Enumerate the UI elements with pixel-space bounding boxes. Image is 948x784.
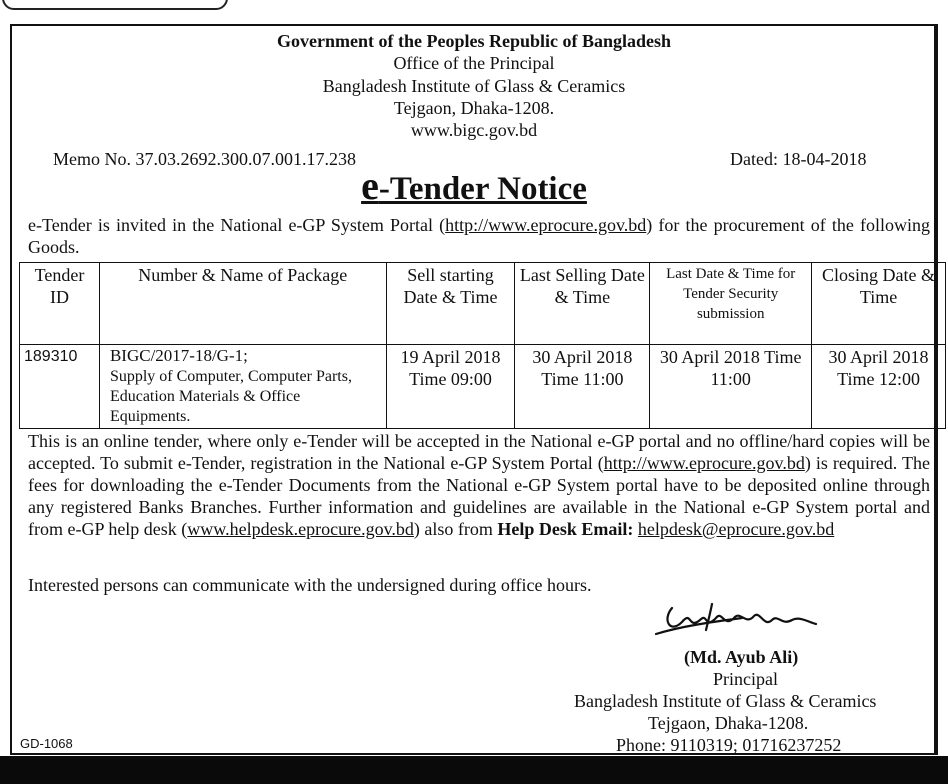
footer-code: GD-1068 [20, 736, 73, 751]
header-package: Number & Name of Package [99, 263, 386, 345]
eprocure-link[interactable]: http://www.eprocure.gov.bd [445, 215, 647, 235]
table-row [20, 345, 946, 429]
intro-text-before: e-Tender is invited in the National e-GP System Portal ( [28, 215, 446, 235]
table-header-row [20, 263, 946, 345]
helpdesk-email-link[interactable]: helpdesk@eprocure.gov.bd [637, 519, 835, 539]
top-decorative-tab [2, 0, 228, 10]
body-paragraph [28, 430, 930, 540]
signature-image [652, 600, 822, 646]
contact-note: Interested persons can communicate with the undersigned during office hours. [28, 575, 592, 595]
helpdesk-link[interactable]: www.helpdesk.eprocure.gov.bd [187, 519, 414, 539]
address-line: Tejgaon, Dhaka-1208. [393, 98, 555, 118]
package-code: BIGC/2017-18/G-1; [109, 346, 248, 365]
body-text-1: This is an online tender, where only e-Tender will be accepted in the National e-GP portal and no offline/hard copies will be accepted. To submit e-Tender, registration in the National e-GP System Portal ( [28, 431, 930, 473]
signatory-designation: Principal [713, 669, 778, 689]
intro-text-after: ) for the procurement of the following Goods. [28, 215, 930, 257]
email-label: Help Desk Email: [497, 519, 634, 539]
title-prefix: e [361, 163, 379, 208]
title-rest: -Tender Notice [378, 171, 587, 207]
signatory-address: Tejgaon, Dhaka-1208. [648, 713, 809, 733]
body-text-2: ) is required. The fees for downloading the e-Tender Documents from the National e-GP System portal have to be deposited online through any registered Banks Branches. Further information and guidelines are available in the National e-GP System portal and from e-GP help desk ( [28, 453, 930, 539]
header-sell-start: Sell starting Date & Time [386, 263, 515, 345]
signatory-institute: Bangladesh Institute of Glass & Ceramics [574, 691, 877, 711]
cell-tender-id: 189310 [20, 345, 100, 429]
institute-line: Bangladesh Institute of Glass & Ceramics [322, 76, 626, 96]
office-line: Office of the Principal [393, 53, 555, 73]
header-closing: Closing Date & Time [812, 263, 946, 345]
package-description: Supply of Computer, Computer Parts, Education Materials & Office Equipments. [109, 368, 352, 425]
bottom-black-band [0, 756, 948, 784]
signatory-phone: Phone: 9110319; 01716237252 [616, 735, 842, 755]
government-heading: Government of the Peoples Republic of Bangladesh [277, 31, 671, 51]
header-last-selling: Last Selling Date & Time [515, 263, 650, 345]
memo-date: Dated: 18-04-2018 [730, 149, 867, 169]
intro-paragraph [28, 214, 930, 258]
cell-security: 30 April 2018 Time 11:00 [650, 345, 812, 429]
signatory-name: (Md. Ayub Ali) [684, 647, 799, 667]
website-line: www.bigc.gov.bd [410, 120, 538, 140]
header-security: Last Date & Time for Tender Security submission [650, 263, 812, 345]
header-tender-id: Tender ID [20, 263, 100, 345]
cell-last-selling: 30 April 2018 Time 11:00 [515, 345, 650, 429]
notice-title [0, 163, 948, 208]
body-text-3: ) also from [413, 519, 498, 539]
cell-package [99, 345, 386, 429]
eprocure-link-2[interactable]: http://www.eprocure.gov.bd [603, 453, 805, 473]
cell-closing: 30 April 2018 Time 12:00 [812, 345, 946, 429]
cell-sell-start: 19 April 2018 Time 09:00 [386, 345, 515, 429]
tender-table [19, 262, 946, 429]
memo-number: Memo No. 37.03.2692.300.07.001.17.238 [53, 149, 356, 169]
